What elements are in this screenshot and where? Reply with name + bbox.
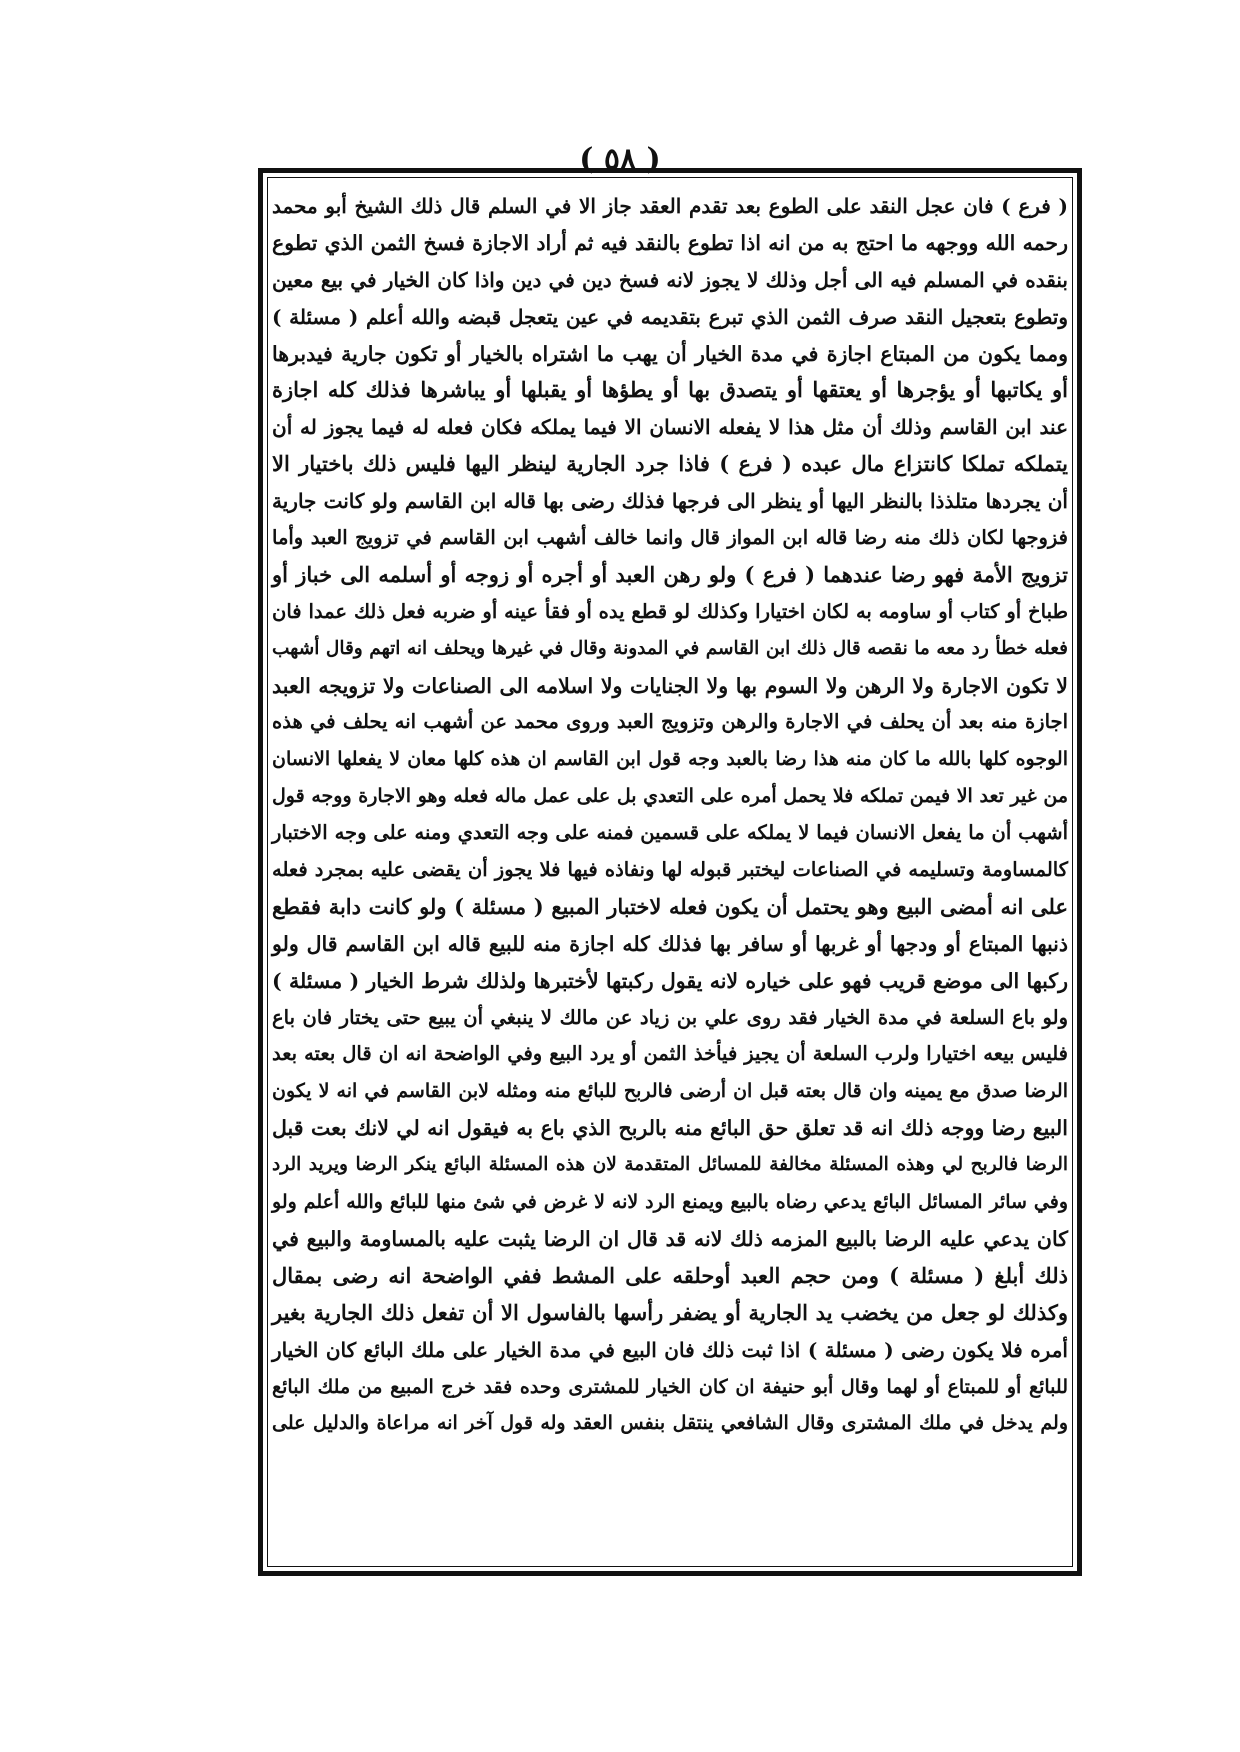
text-line: ( فرع ) فان عجل النقد على الطوع بعد تقدم العقد جاز الا في السلم قال ذلك الشيخ أبو محمد (272, 194, 1068, 218)
text-line: ركبها الى موضع قريب فهو على خياره لانه يقول ركبتها لأختبرها ولذلك شرط الخيار ( مسئلة ) (272, 968, 1068, 993)
text-line: فليس بيعه اختيارا ولرب السلعة أن يجيز فيأخذ الثمن أو يرد البيع وفي الواضحة انه ان قال بعته بعد (272, 1042, 1068, 1066)
text-line: وكذلك لو جعل من يخضب يد الجارية أو يضفر رأسها بالفاسول الا أن تفعل ذلك الجارية بغير (272, 1299, 1068, 1325)
text-line: وتطوع بتعجيل النقد صرف الثمن الذي تبرع بتقديمه في عين يتعجل قبضه والله أعلم ( مسئلة ) (272, 304, 1068, 329)
text-line: فزوجها لكان ذلك منه رضا قاله ابن المواز قال وانما خالف أشهب ابن القاسم في تزويج العبد وأما (272, 526, 1068, 550)
text-body (270, 188, 1070, 1564)
text-line: البيع رضا ووجه ذلك انه قد تعلق حق البائع منه بالربح الذي باع به فيقول انه لي لانك بعت قبل (272, 1116, 1068, 1141)
text-line: من غير تعد الا فيمن تملكه فلا يحمل أمره على التعدي بل على عمل ماله فعله وهو الاجارة ووجه قول (272, 785, 1068, 808)
text-line: ذلك أبلغ ( مسئلة ) ومن حجم العبد أوحلقه على المشط ففي الواضحة انه رضى بمقال (272, 1262, 1068, 1288)
text-line: يتملكه تملكا كانتزاع مال عبده ( فرع ) فاذا جرد الجارية لينظر اليها فليس ذلك باختيار الا (272, 451, 1068, 477)
text-line: رحمه الله ووجهه ما احتج به من انه اذا تطوع بالنقد فيه ثم أراد الاجازة فسخ الثمن الذي تطوع (272, 230, 1068, 255)
text-line: أمره فلا يكون رضى ( مسئلة ) اذا ثبت ذلك فان البيع في مدة الخيار على ملك البائع كان الخيار (272, 1337, 1068, 1362)
text-line: للبائع أو للمبتاع أو لهما وقال أبو حنيفة ان كان الخيار للمشترى وحده فقد خرج المبيع من ملك البائع (272, 1375, 1068, 1398)
text-line: وفي سائر المسائل البائع يدعي رضاه بالبيع ويمنع الرد لانه لا غرض في شئ منها للبائع والله أعلم ولو (272, 1191, 1068, 1214)
text-line: لا تكون الاجارة ولا الرهن ولا السوم بها ولا الجنايات ولا اسلامه الى الصناعات ولا تزويجه العبد (272, 673, 1068, 698)
text-line: بنقده في المسلم فيه الى أجل وذلك لا يجوز لانه فسخ دين في دين واذا كان الخيار في بيع معين (272, 267, 1068, 292)
text-line: تزويج الأمة فهو رضا عندهما ( فرع ) ولو رهن العبد أو أجره أو زوجه أو أسلمه الى خباز أو (272, 561, 1068, 587)
page-number: ( ٥٨ ) (579, 142, 661, 177)
text-line: الوجوه كلها بالله ما كان منه هذا رضا بالعبد وجه قول ابن القاسم ان هذه كلها معان لا يفعلها الانسان (272, 748, 1068, 771)
text-line: ولو باع السلعة في مدة الخيار فقد روى علي بن زياد عن مالك لا ينبغي أن يبيع حتى يختار فان باع (272, 1005, 1068, 1029)
text-line: الرضا فالربح لي وهذه المسئلة مخالفة للمسائل المتقدمة لان هذه المسئلة البائع ينكر الرضا ويريد الرد (272, 1154, 1068, 1176)
text-line: كالمساومة وتسليمه في الصناعات ليختبر قبوله لها ونفاذه فيها فلا يجوز أن يقضى عليه بمجرد فعله (272, 858, 1068, 882)
text-line: أشهب أن ما يفعل الانسان فيما لا يملكه على قسمين فمنه على وجه التعدي ومنه على وجه الاختبار (272, 821, 1068, 845)
text-line: على انه أمضى البيع وهو يحتمل أن يكون فعله لاختبار المبيع ( مسئلة ) ولو كانت دابة فقطع (272, 893, 1068, 919)
text-line: ولم يدخل في ملك المشترى وقال الشافعي ينتقل بنفس العقد وله قول آخر انه مراعاة والدليل على (272, 1412, 1068, 1435)
text-line: ذنبها المبتاع أو ودجها أو غربها أو سافر بها فذلك كله اجازة منه للبيع قاله ابن القاسم قال ولو (272, 931, 1068, 956)
text-line: أو يكاتبها أو يؤجرها أو يعتقها أو يتصدق بها أو يطؤها أو يقبلها أو يباشرها فذلك كله اجازة (272, 377, 1068, 403)
text-line: ومما يكون من المبتاع اجازة في مدة الخيار أن يهب ما اشتراه بالخيار أو تكون جارية فيدبرها (272, 341, 1068, 366)
text-line: أن يجردها متلذذا بالنظر اليها أو ينظر الى فرجها فذلك رضى بها قاله ابن القاسم ولو كانت جارية (272, 489, 1068, 514)
text-line: اجازة منه بعد أن يحلف في الاجارة والرهن وتزويج العبد وروى محمد عن أشهب انه يحلف في هذه (272, 710, 1068, 734)
text-line: عند ابن القاسم وذلك أن مثل هذا لا يفعله الانسان الا فيما يملكه فكان فعله له فيما يجوز له أن (272, 415, 1068, 440)
text-line: فعله خطأ رد معه ما نقصه قال ذلك ابن القاسم في المدونة وقال في غيرها ويحلف انه اتهم وقال أشهب (272, 637, 1068, 659)
text-line: طباخ أو كتاب أو ساومه به لكان اختيارا وكذلك لو قطع يده أو فقأ عينه أو ضربه فعل ذلك عمدا فان (272, 599, 1068, 623)
text-line: الرضا صدق مع يمينه وان قال بعته قبل ان أرضى فالربح للبائع منه ومثله لابن القاسم في انه لا يكون (272, 1080, 1068, 1103)
text-line: كان يدعي عليه الرضا بالبيع المزمه ذلك لانه قد قال ان الرضا يثبت عليه بالمساومة والبيع في (272, 1226, 1068, 1251)
